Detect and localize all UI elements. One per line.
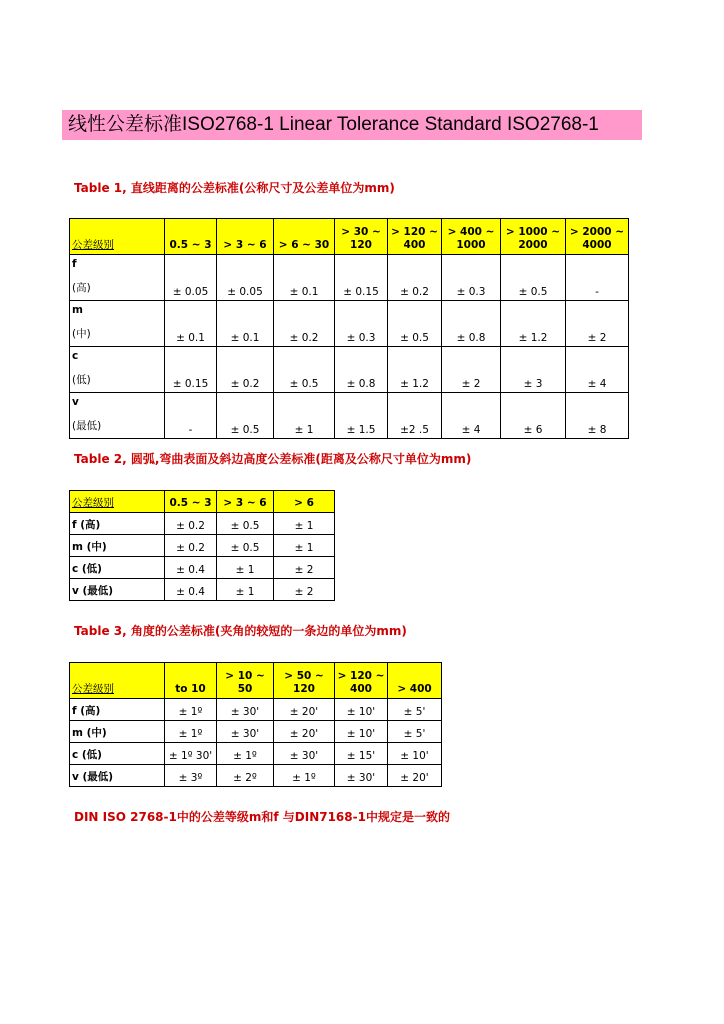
grade-cell: f (高) (70, 513, 165, 535)
table-row (70, 743, 442, 765)
tolerance-cell: ± 0.2 (388, 255, 442, 301)
range-column-header: > 6 ~ 30 (274, 219, 335, 255)
tolerance-cell: ± 1 (217, 579, 274, 601)
tolerance-cell: ± 20' (388, 765, 442, 787)
tolerance-cell: ± 1.5 (335, 393, 388, 439)
tolerance-cell: ± 3º (165, 765, 217, 787)
tolerance-cell: ± 1º (165, 699, 217, 721)
tolerance-cell: ± 0.15 (335, 255, 388, 301)
tolerance-cell: ± 0.05 (217, 255, 274, 301)
table-header-row (70, 491, 335, 513)
table-header-row (70, 219, 629, 255)
tolerance-cell: ± 1º (217, 743, 274, 765)
tolerance-cell: ± 0.3 (335, 301, 388, 347)
tolerance-cell: ± 8 (566, 393, 629, 439)
grade-cell: v (最低) (70, 765, 165, 787)
tolerance-cell: ± 0.2 (274, 301, 335, 347)
grade-cell (70, 393, 165, 439)
tolerance-cell: ± 20' (274, 699, 335, 721)
grade-desc: (中) (72, 328, 91, 340)
tolerance-cell: ± 1 (274, 513, 335, 535)
table-row (70, 579, 335, 601)
grade-column-header: 公差级别 (70, 491, 165, 513)
page-title: 线性公差标准ISO2768-1 Linear Tolerance Standard ISO2768-1 (62, 110, 642, 140)
tolerance-cell: ± 15' (335, 743, 388, 765)
grade-letter: c (72, 350, 79, 362)
grade-desc: (最低) (72, 420, 102, 432)
tolerance-cell: ± 0.8 (335, 347, 388, 393)
tolerance-cell: ± 5' (388, 721, 442, 743)
tolerance-cell: ± 20' (274, 721, 335, 743)
tolerance-cell: ± 0.5 (217, 393, 274, 439)
tolerance-cell: ± 2 (566, 301, 629, 347)
table-row (70, 347, 629, 393)
tolerance-cell: ± 0.5 (217, 535, 274, 557)
tolerance-cell: ± 0.2 (165, 535, 217, 557)
range-column-header: > 120 ~ 400 (335, 663, 388, 699)
tolerance-cell: ± 4 (442, 393, 501, 439)
tolerance-cell: ± 2 (274, 579, 335, 601)
table-row (70, 765, 442, 787)
tolerance-cell: ± 30' (217, 721, 274, 743)
tolerance-cell: ± 0.5 (274, 347, 335, 393)
range-column-header: > 400 ~ 1000 (442, 219, 501, 255)
tolerance-cell: ± 0.3 (442, 255, 501, 301)
grade-cell: v (最低) (70, 579, 165, 601)
range-column-header: > 400 (388, 663, 442, 699)
tolerance-cell: ± 10' (335, 699, 388, 721)
grade-column-header: 公差级别 (70, 663, 165, 699)
tolerance-cell: ± 1 (274, 393, 335, 439)
table2-caption: Table 2, 圆弧,弯曲表面及斜边高度公差标准(距离及公称尺寸单位为mm) (74, 452, 472, 466)
grade-column-header: 公差级别 (70, 219, 165, 255)
linear-tolerance-table (69, 218, 629, 439)
tolerance-cell: ± 0.5 (501, 255, 566, 301)
grade-cell: c (低) (70, 743, 165, 765)
range-column-header: > 1000 ~ 2000 (501, 219, 566, 255)
tolerance-cell: ± 10' (388, 743, 442, 765)
tolerance-cell: ±2 .5 (388, 393, 442, 439)
tolerance-cell: ± 0.15 (165, 347, 217, 393)
table1-caption: Table 1, 直线距离的公差标准(公称尺寸及公差单位为mm) (74, 181, 395, 195)
grade-cell: f (高) (70, 699, 165, 721)
grade-cell: m (中) (70, 721, 165, 743)
arc-tolerance-table (69, 490, 335, 601)
range-column-header: > 30 ~ 120 (335, 219, 388, 255)
tolerance-cell: ± 0.4 (165, 557, 217, 579)
tolerance-cell: ± 5' (388, 699, 442, 721)
table-row (70, 721, 442, 743)
table-row (70, 255, 629, 301)
tolerance-cell: ± 0.1 (165, 301, 217, 347)
grade-cell (70, 347, 165, 393)
tolerance-cell: ± 1.2 (501, 301, 566, 347)
table-row (70, 301, 629, 347)
tolerance-cell: ± 0.5 (388, 301, 442, 347)
grade-cell (70, 255, 165, 301)
angle-tolerance-table (69, 662, 442, 787)
range-column-header: 0.5 ~ 3 (165, 491, 217, 513)
tolerance-cell: ± 0.4 (165, 579, 217, 601)
tolerance-cell: ± 3 (501, 347, 566, 393)
tolerance-cell: ± 0.8 (442, 301, 501, 347)
range-column-header: > 3 ~ 6 (217, 219, 274, 255)
tolerance-cell: ± 2º (217, 765, 274, 787)
tolerance-cell: ± 0.1 (274, 255, 335, 301)
range-column-header: > 50 ~ 120 (274, 663, 335, 699)
grade-desc: (高) (72, 282, 91, 294)
grade-cell: m (中) (70, 535, 165, 557)
range-column-header: > 3 ~ 6 (217, 491, 274, 513)
tolerance-cell: ± 0.1 (217, 301, 274, 347)
tolerance-cell: ± 30' (335, 765, 388, 787)
tolerance-cell: ± 30' (217, 699, 274, 721)
tolerance-cell: - (165, 393, 217, 439)
tolerance-cell: ± 1º (165, 721, 217, 743)
table3-caption: Table 3, 角度的公差标准(夹角的较短的一条边的单位为mm) (74, 624, 407, 638)
range-column-header: > 120 ~ 400 (388, 219, 442, 255)
table-header-row (70, 663, 442, 699)
table-row (70, 513, 335, 535)
tolerance-cell: ± 1 (217, 557, 274, 579)
table-row (70, 393, 629, 439)
range-column-header: to 10 (165, 663, 217, 699)
tolerance-cell: ± 0.2 (217, 347, 274, 393)
tolerance-cell: ± 30' (274, 743, 335, 765)
grade-letter: f (72, 258, 77, 270)
table-row (70, 535, 335, 557)
tolerance-cell: ± 1 (274, 535, 335, 557)
tolerance-cell: - (566, 255, 629, 301)
grade-cell (70, 301, 165, 347)
range-column-header: > 2000 ~ 4000 (566, 219, 629, 255)
tolerance-cell: ± 10' (335, 721, 388, 743)
grade-letter: m (72, 304, 83, 316)
tolerance-cell: ± 2 (442, 347, 501, 393)
tolerance-cell: ± 1º (274, 765, 335, 787)
table-row (70, 699, 442, 721)
tolerance-cell: ± 0.2 (165, 513, 217, 535)
tolerance-cell: ± 0.05 (165, 255, 217, 301)
tolerance-cell: ± 1º 30' (165, 743, 217, 765)
tolerance-cell: ± 0.5 (217, 513, 274, 535)
grade-desc: (低) (72, 374, 91, 386)
grade-letter: v (72, 396, 79, 408)
tolerance-cell: ± 4 (566, 347, 629, 393)
grade-cell: c (低) (70, 557, 165, 579)
range-column-header: > 6 (274, 491, 335, 513)
range-column-header: 0.5 ~ 3 (165, 219, 217, 255)
din-compatibility-note: DIN ISO 2768-1中的公差等级m和f 与DIN7168-1中规定是一致的 (74, 810, 450, 824)
table-row (70, 557, 335, 579)
tolerance-cell: ± 2 (274, 557, 335, 579)
tolerance-cell: ± 1.2 (388, 347, 442, 393)
range-column-header: > 10 ~ 50 (217, 663, 274, 699)
tolerance-cell: ± 6 (501, 393, 566, 439)
